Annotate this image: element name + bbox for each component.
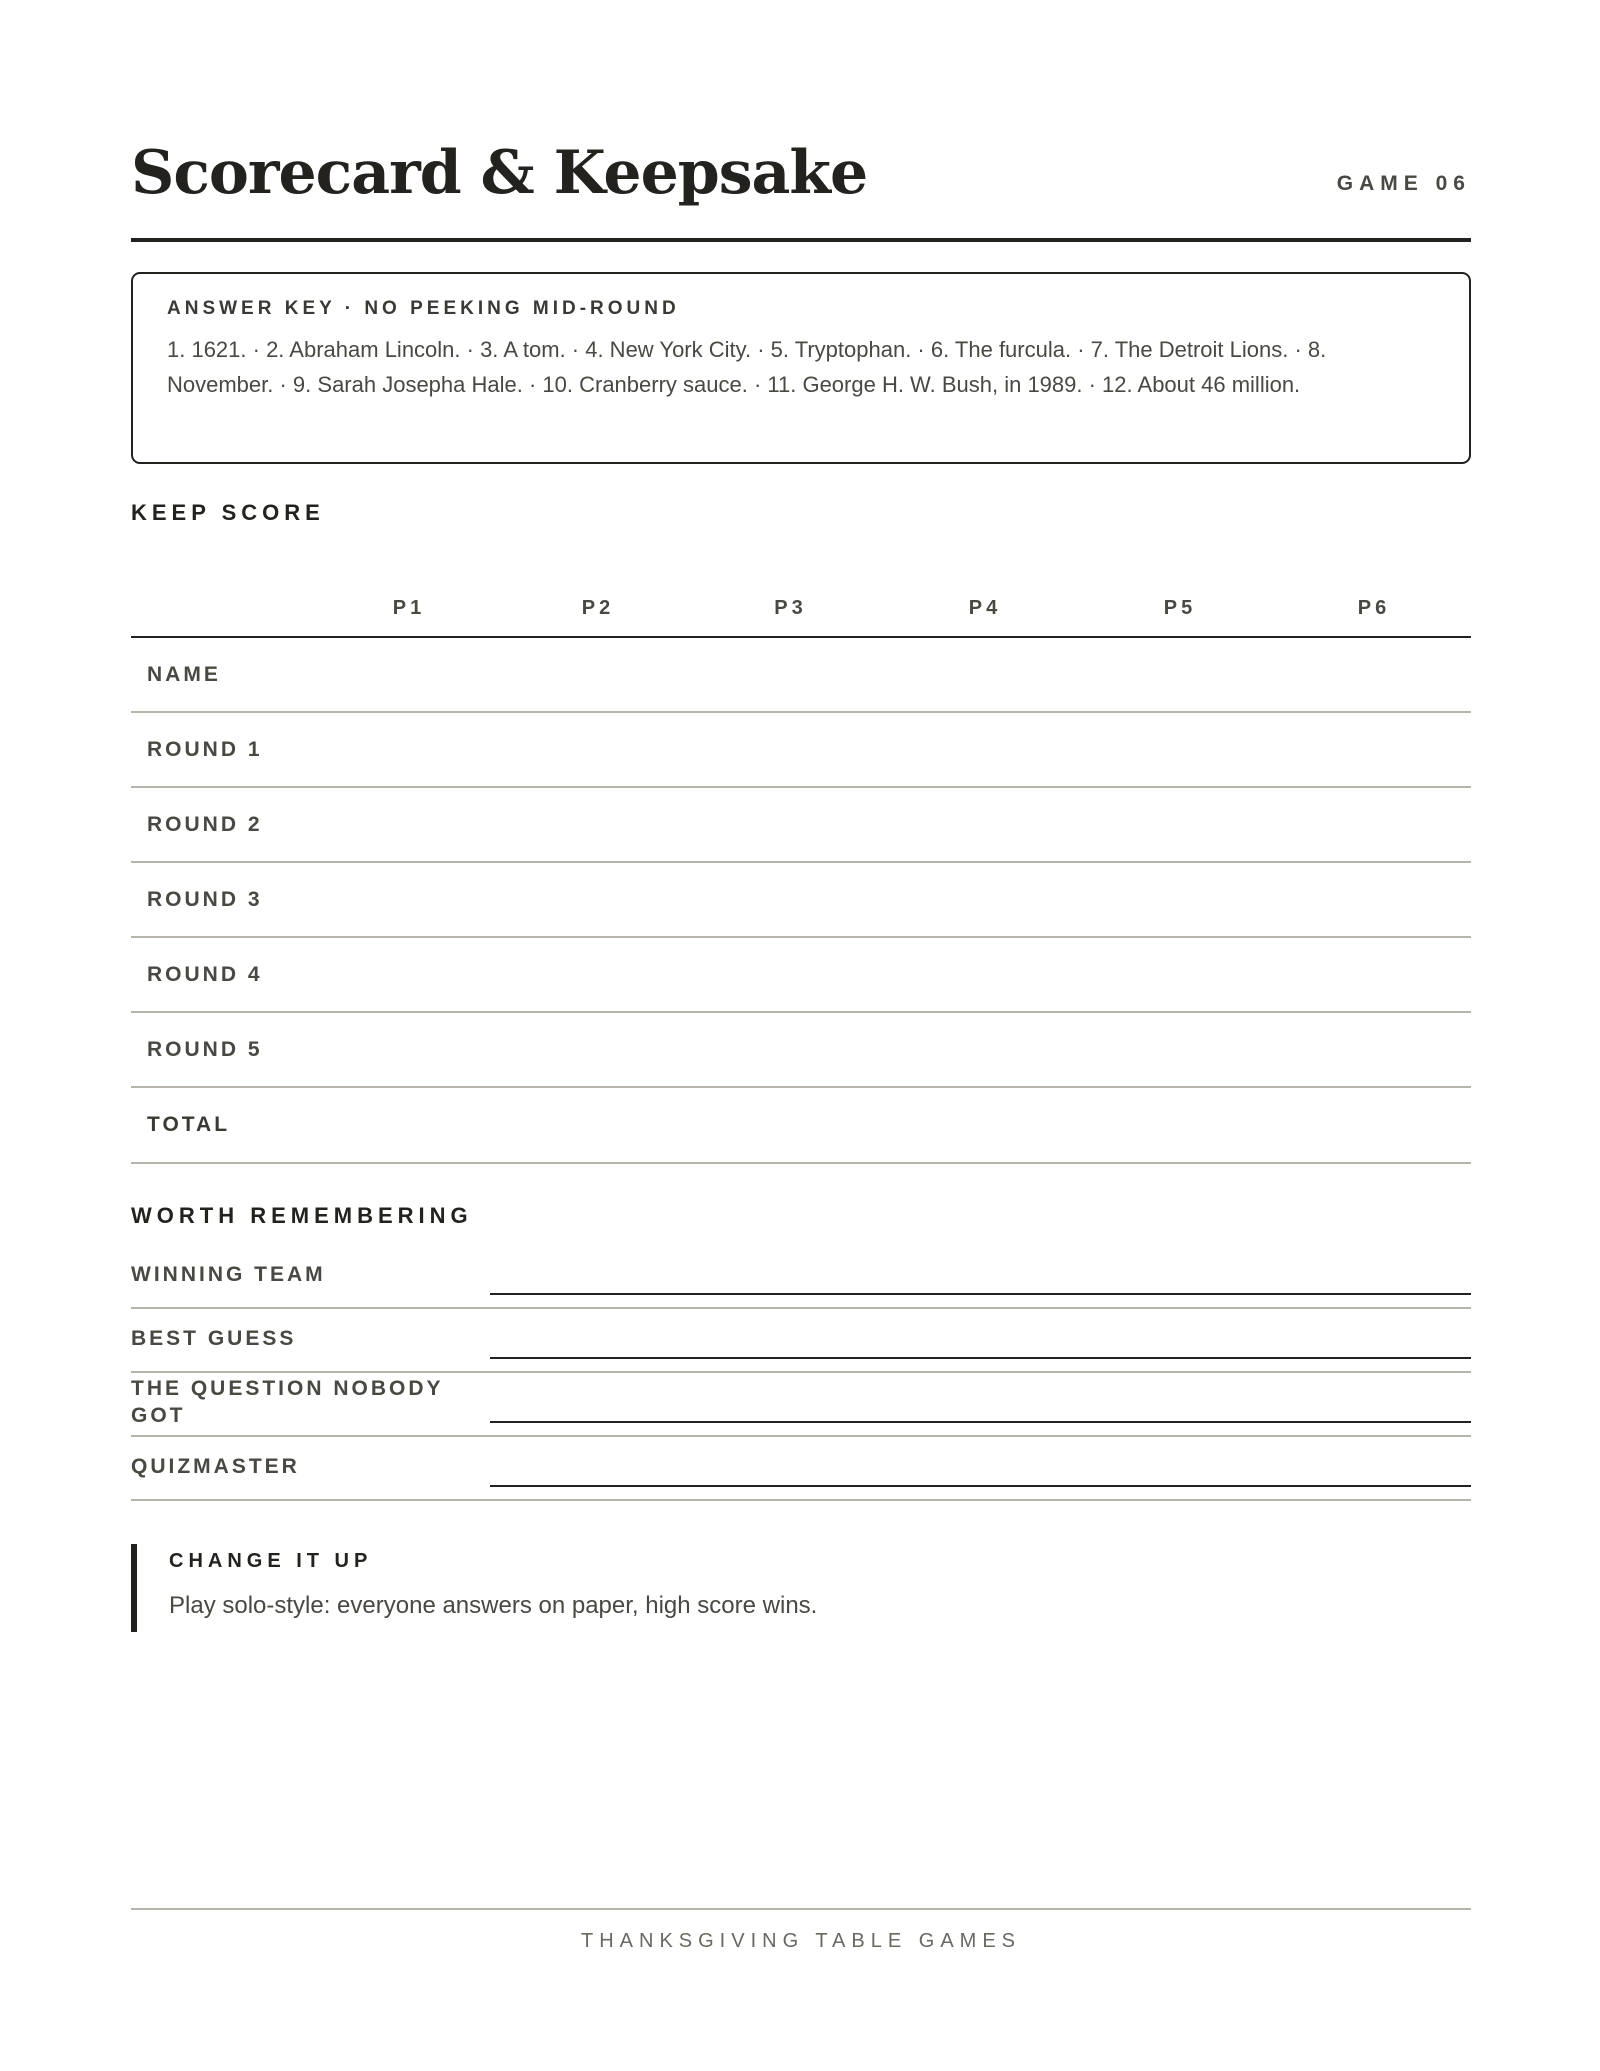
answer-key-heading: ANSWER KEY · NO PEEKING MID-ROUND [167,298,680,319]
score-cell[interactable] [502,637,694,712]
memory-label: THE QUESTION NOBODY GOT [131,1377,444,1427]
score-cell[interactable] [694,862,887,937]
score-cell[interactable] [1277,937,1471,1012]
footer-text: THANKSGIVING TABLE GAMES [581,1930,1021,1952]
page-header [131,128,1471,242]
row-label-name: NAME [131,637,316,712]
score-cell[interactable] [316,1087,502,1163]
row-label-total: TOTAL [131,1087,316,1163]
score-cell[interactable] [1277,862,1471,937]
score-cell[interactable] [1277,1087,1471,1163]
score-cell[interactable] [316,712,502,787]
score-cell[interactable] [316,937,502,1012]
player-header: P3 [694,580,887,637]
score-cell[interactable] [1083,787,1277,862]
player-header: P2 [502,580,694,637]
score-table-header [131,580,1471,637]
score-cell[interactable] [502,937,694,1012]
score-cell[interactable] [694,787,887,862]
write-in-line[interactable] [490,1485,1471,1487]
score-cell[interactable] [1277,637,1471,712]
row-label-round-3: ROUND 3 [131,862,316,937]
page-title: Scorecard & Keepsake [131,138,868,208]
score-cell[interactable] [1083,862,1277,937]
memory-label: QUIZMASTER [131,1455,300,1478]
score-cell[interactable] [502,862,694,937]
score-cell[interactable] [502,1087,694,1163]
callout-text: Play solo-style: everyone answers on paper, high score wins. [169,1592,818,1619]
worth-remembering-heading: WORTH REMEMBERING [131,1203,473,1228]
score-cell[interactable] [502,712,694,787]
score-cell[interactable] [887,1012,1083,1087]
table-row [131,637,1471,712]
memory-row-quizmaster [131,1437,1471,1501]
score-cell[interactable] [316,862,502,937]
score-cell[interactable] [1277,1012,1471,1087]
score-cell[interactable] [316,1012,502,1087]
score-cell[interactable] [1083,1087,1277,1163]
row-label-round-5: ROUND 5 [131,1012,316,1087]
score-cell[interactable] [887,712,1083,787]
score-cell[interactable] [887,787,1083,862]
memory-label: BEST GUESS [131,1327,297,1350]
table-row [131,1012,1471,1087]
score-cell[interactable] [316,637,502,712]
memory-row-question-nobody-got [131,1373,1471,1437]
row-label-round-4: ROUND 4 [131,937,316,1012]
table-row [131,712,1471,787]
score-cell[interactable] [1083,637,1277,712]
table-row [131,937,1471,1012]
score-cell[interactable] [316,787,502,862]
game-number: GAME 06 [1336,172,1471,195]
score-cell[interactable] [887,937,1083,1012]
memory-row-best-guess [131,1309,1471,1373]
change-it-up-callout [131,1544,1477,1632]
row-label-round-1: ROUND 1 [131,712,316,787]
score-cell[interactable] [887,637,1083,712]
player-header: P4 [887,580,1083,637]
keep-score-heading: KEEP SCORE [131,500,325,525]
score-cell[interactable] [1083,712,1277,787]
row-label-round-2: ROUND 2 [131,787,316,862]
table-row [131,862,1471,937]
score-cell[interactable] [694,637,887,712]
player-header: P5 [1083,580,1277,637]
score-cell[interactable] [1277,787,1471,862]
write-in-line[interactable] [490,1293,1471,1295]
score-cell[interactable] [1083,1012,1277,1087]
score-cell[interactable] [694,937,887,1012]
score-cell[interactable] [1277,712,1471,787]
score-cell[interactable] [502,1012,694,1087]
header-blank [131,580,316,637]
score-cell[interactable] [887,1087,1083,1163]
score-table [131,580,1471,1164]
score-cell[interactable] [694,712,887,787]
memory-list [131,1245,1471,1501]
memory-label: WINNING TEAM [131,1263,326,1286]
score-cell[interactable] [502,787,694,862]
score-cell[interactable] [887,862,1083,937]
table-row [131,787,1471,862]
score-cell[interactable] [694,1087,887,1163]
write-in-line[interactable] [490,1421,1471,1423]
write-in-line[interactable] [490,1357,1471,1359]
answer-key-text: 1. 1621. · 2. Abraham Lincoln. · 3. A tom. · 4. New York City. · 5. Tryptophan. · 6. The furcula. · 7. The Detroit Lions. · 8. November. · 9. Sarah Josepha Hale. · 10. Cranberry sauce. · 11. George H. W. Bush, in 1989. · 12. About 46 million. [167,337,1327,397]
callout-title: CHANGE IT UP [169,1550,373,1572]
answer-key-box [131,272,1471,464]
scorecard-page [131,0,1471,2071]
memory-row-winning-team [131,1245,1471,1309]
table-row-total [131,1087,1471,1163]
player-header: P1 [316,580,502,637]
score-cell[interactable] [1083,937,1277,1012]
player-header: P6 [1277,580,1471,637]
footer-divider [131,1908,1471,1910]
score-cell[interactable] [694,1012,887,1087]
